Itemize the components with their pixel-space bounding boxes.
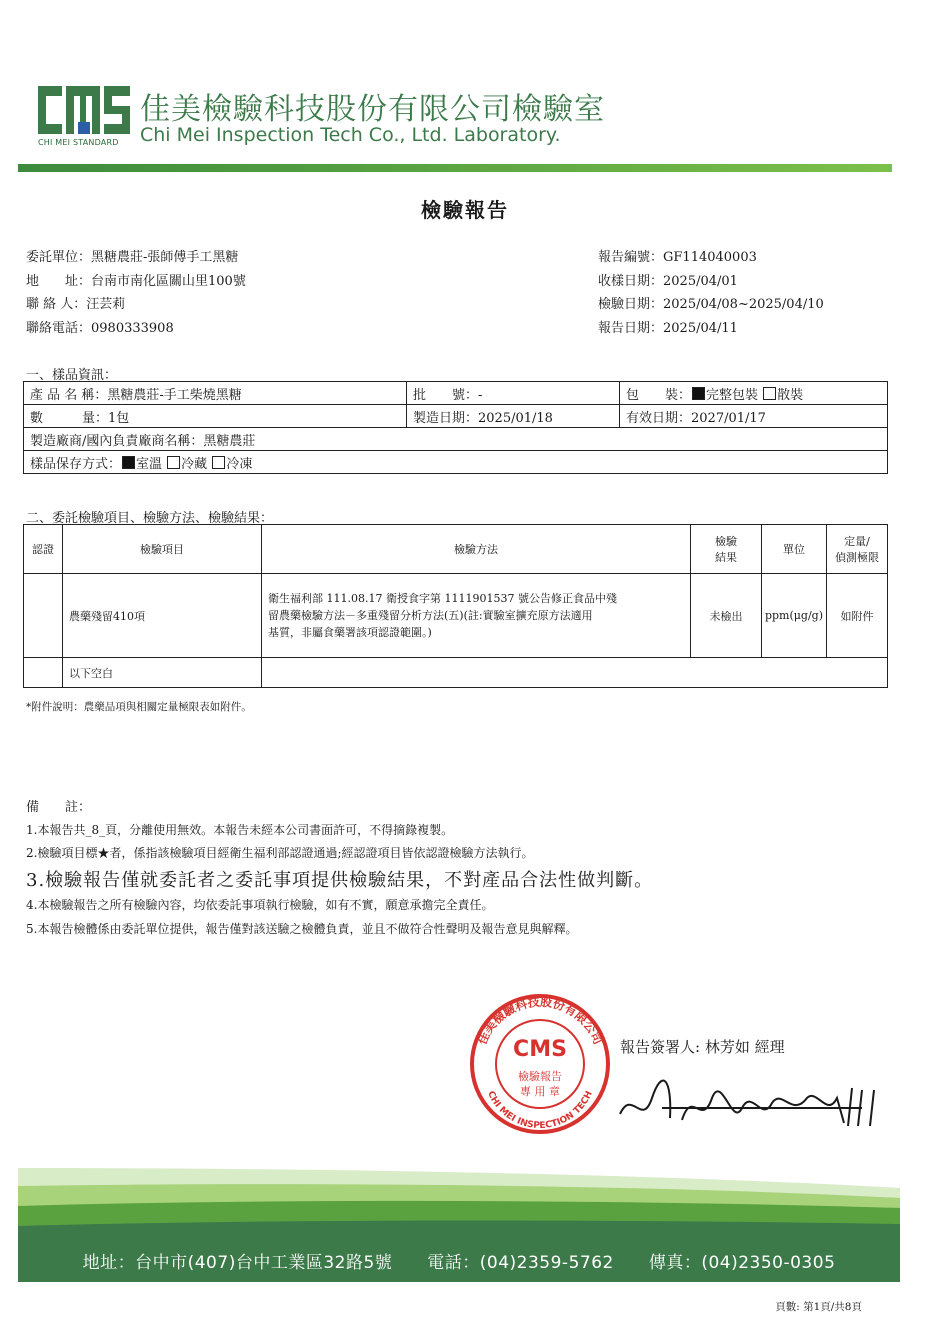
report-signer: 報告簽署人: 林芳如 經理: [620, 1038, 785, 1056]
col-method: 檢驗方法: [262, 525, 691, 574]
manufacture-date: 製造日期：2025/01/18: [407, 405, 620, 428]
svg-text:佳美檢驗科技股份有限公司: 佳美檢驗科技股份有限公司: [474, 994, 606, 1047]
quantity: 數 量：1包: [24, 405, 407, 428]
report-title: 檢驗報告: [421, 198, 509, 222]
storage-method: 樣品保存方式： 室溫 冷藏 冷凍: [24, 451, 888, 474]
blank-row-label: 以下空白: [63, 658, 262, 688]
checkbox-empty-icon: [212, 456, 225, 469]
note-1: 1.本報告共_8_頁，分離使用無效。本報告未經本公司書面許可，不得摘錄複製。: [26, 823, 454, 837]
footer-contact: 地址：台中市(407)台中工業區32路5號 電話：(04)2359-5762 傳真：(04)2350-0305: [82, 1253, 836, 1273]
note-4: 4.本檢驗報告之所有檢驗內容，均依委託事項執行檢驗，如有不實，願意承擔完全責任。: [26, 898, 494, 912]
col-item: 檢驗項目: [63, 525, 262, 574]
col-unit: 單位: [762, 525, 827, 574]
svg-text:CMS: CMS: [513, 1037, 567, 1062]
checkbox-checked-icon: [122, 456, 135, 469]
cell-method: 衛生福利部 111.08.17 衛授食字第 1111901537 號公告修正食品中殘 留農藥檢驗方法－多重殘留分析方法(五)(註:實驗室擴充原方法適用 基質，非屬食藥署該項認證範圍。): [262, 574, 691, 658]
col-result: 檢驗 結果: [691, 525, 762, 574]
checkbox-empty-icon: [763, 387, 776, 400]
report-number: 報告編號：GF114040003: [598, 250, 757, 265]
sample-info-title: 一、樣品資訊：: [26, 368, 118, 383]
cell-cert: [24, 574, 63, 658]
cell-limit: 如附件: [827, 574, 888, 658]
batch-number: 批 號：-: [407, 382, 620, 405]
signature: [612, 1068, 892, 1138]
svg-text:專 用 章: 專 用 章: [520, 1085, 560, 1098]
test-date: 檢驗日期：2025/04/08~2025/04/10: [598, 297, 824, 312]
page-number: 頁數: 第1頁/共8頁: [775, 1301, 862, 1313]
logo-caption: CHI MEI STANDARD: [38, 138, 119, 147]
sample-info-table: [23, 381, 888, 474]
svg-text:CHI MEI INSPECTION TECH: CHI MEI INSPECTION TECH: [485, 1089, 595, 1132]
note-5: 5.本報告檢體係由委託單位提供，報告僅對該送驗之檢體負責，並且不做符合性聲明及報告意見與解釋。: [26, 922, 578, 936]
header-divider: [18, 164, 892, 172]
col-limit: 定量/ 偵測極限: [827, 525, 888, 574]
client-address: 地 址：台南市南化區關山里100號: [26, 274, 246, 289]
attachment-note: *附件說明：農藥品項與相關定量極限表如附件。: [26, 701, 252, 713]
product-name: 產 品 名 稱：黑糖農莊-手工柴燒黑糖: [24, 382, 407, 405]
manufacturer: 製造廠商/國內負責廠商名稱：黑糖農莊: [24, 428, 888, 451]
cell-item: 農藥殘留410項: [63, 574, 262, 658]
company-logo: [38, 82, 130, 138]
notes-title: 備 註：: [26, 800, 92, 815]
note-2: 2.檢驗項目標★者，係指該檢驗項目經衛生福利部認證通過;經認證項目皆依認證檢驗方法執行。: [26, 846, 534, 860]
client-phone: 聯絡電話：0980333908: [26, 321, 174, 336]
checkbox-empty-icon: [167, 456, 180, 469]
test-results-table: [23, 524, 888, 688]
cell-result: 未檢出: [691, 574, 762, 658]
packaging: 包 裝： 完整包裝 散裝: [620, 382, 888, 405]
cell-unit: ppm(μg/g): [762, 574, 827, 658]
report-date: 報告日期：2025/04/11: [598, 321, 738, 336]
company-seal: [468, 992, 612, 1136]
col-cert: 認證: [24, 525, 63, 574]
expiry-date: 有效日期：2027/01/17: [620, 405, 888, 428]
checkbox-checked-icon: [692, 387, 705, 400]
table-row: [24, 574, 888, 658]
client-contact: 聯 絡 人：汪芸莉: [26, 297, 126, 312]
test-items-title: 二、委託檢驗項目、檢驗方法、檢驗結果：: [26, 511, 274, 526]
note-3: 3.檢驗報告僅就委託者之委託事項提供檢驗結果，不對產品合法性做判斷。: [26, 870, 654, 891]
client-unit: 委託單位：黑糖農莊-張師傅手工黑糖: [26, 250, 239, 265]
company-name-zh: 佳美檢驗科技股份有限公司檢驗室: [140, 92, 605, 127]
table-row: [24, 658, 888, 688]
company-name-en: Chi Mei Inspection Tech Co., Ltd. Laboratory.: [140, 124, 561, 146]
received-date: 收樣日期：2025/04/01: [598, 274, 738, 289]
svg-text:檢驗報告: 檢驗報告: [518, 1070, 562, 1083]
